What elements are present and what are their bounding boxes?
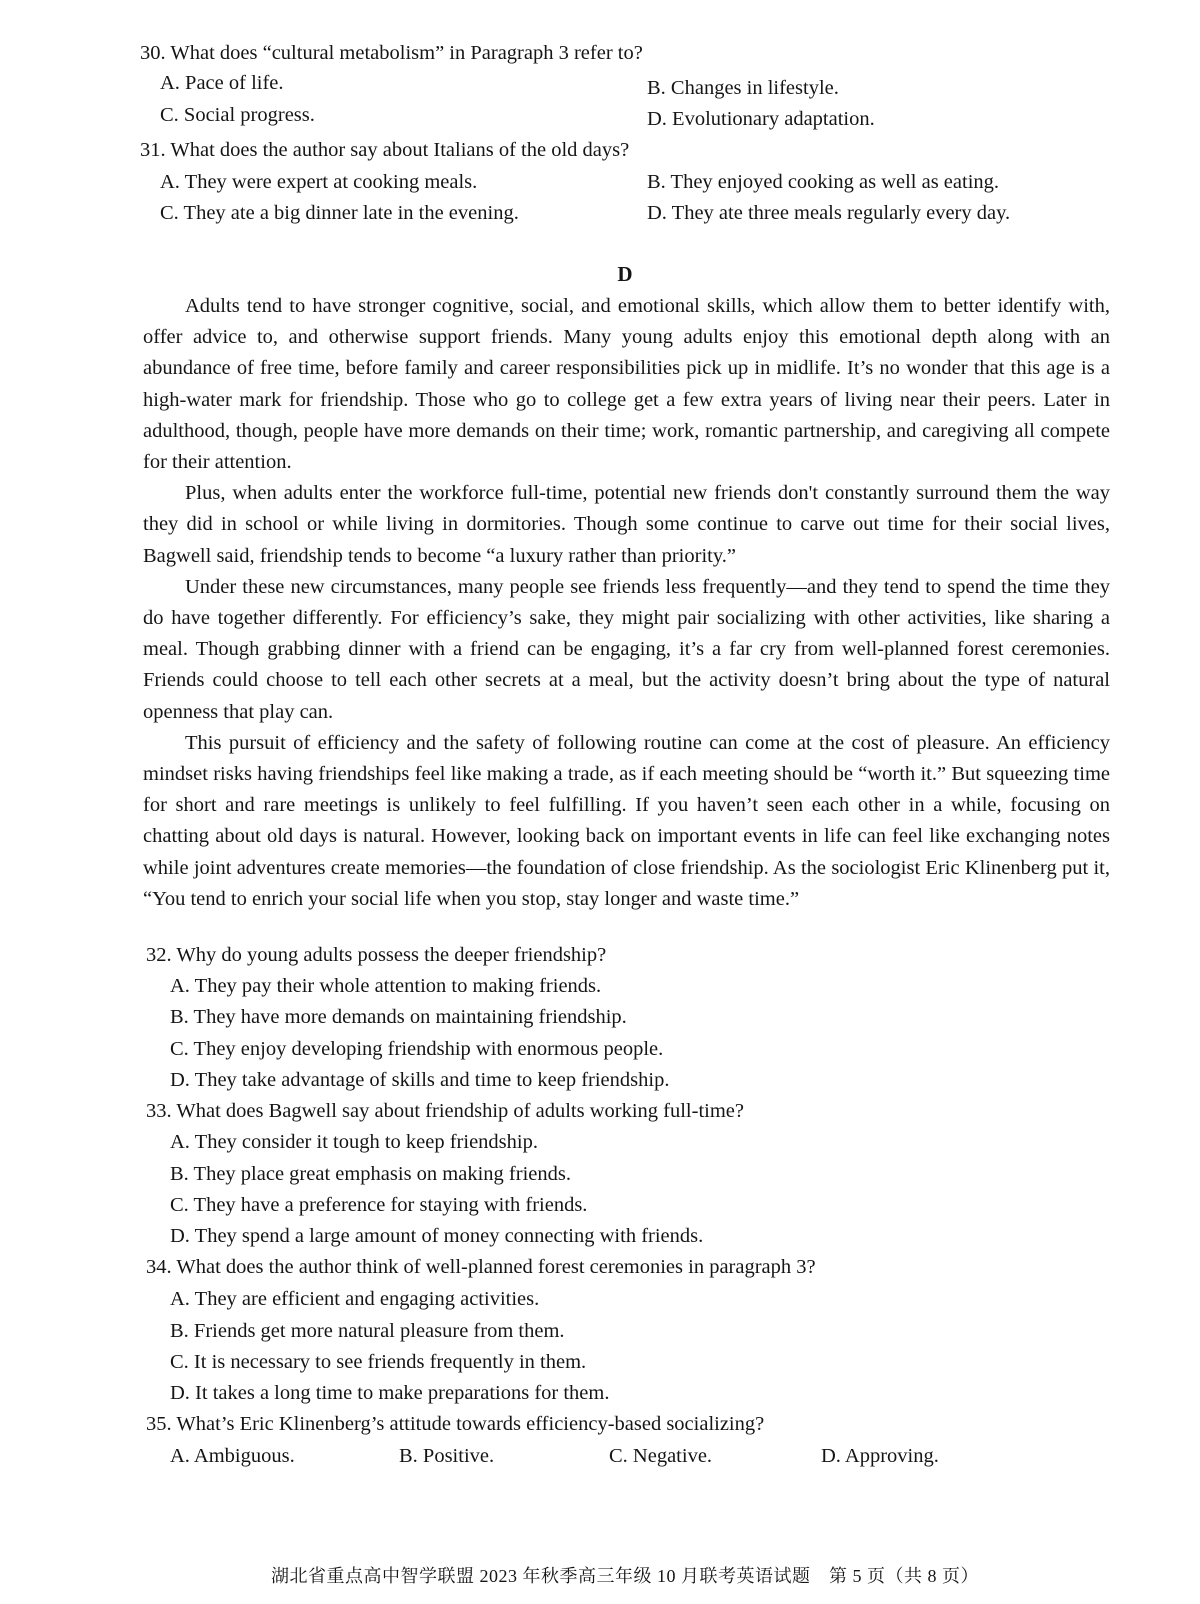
page-footer: 湖北省重点高中智学联盟 2023 年秋季高三年级 10 月联考英语试题 第 5 页（共 8 页） [271,1566,979,1586]
question-32-option-d: D. They take advantage of skills and time to keep friendship. [170,1069,670,1091]
passage-paragraph-4: This pursuit of efficiency and the safety of following routine can come at the cost of pleasure. An efficiency mindset risks having friendships feel like making a trade, as if each meeting should be “worth it.” But squeezing time for short and rare meetings is unlikely to feel fulfilling. If you haven’t seen each other in a while, focusing on chatting about old days is natural. However, looking back on important events in life can feel like exchanging notes while joint adventures create memories—the foundation of close friendship. As the sociologist Eric Klinenberg put it, “You tend to enrich your social life when you stop, stay longer and waste time.” [143,731,1110,910]
question-34-option-b: B. Friends get more natural pleasure from them. [170,1320,565,1342]
question-31-option-c: C. They ate a big dinner late in the evening. [160,202,519,224]
question-35-option-a: A. Ambiguous. [170,1445,295,1467]
question-31-option-d: D. They ate three meals regularly every day. [647,202,1011,224]
question-30-option-c: C. Social progress. [160,104,315,126]
question-33-option-d: D. They spend a large amount of money connecting with friends. [170,1225,704,1247]
question-30-stem: 30. What does “cultural metabolism” in Paragraph 3 refer to? [140,42,643,64]
question-30-option-a: A. Pace of life. [160,72,284,94]
section-title: D [617,262,633,286]
question-33-stem: 33. What does Bagwell say about friendship of adults working full-time? [146,1100,744,1122]
question-32-option-c: C. They enjoy developing friendship with enormous people. [170,1038,664,1060]
question-34-option-c: C. It is necessary to see friends frequently in them. [170,1351,587,1373]
question-34-stem: 34. What does the author think of well-planned forest ceremonies in paragraph 3? [146,1256,816,1278]
reading-passage [143,291,1110,915]
question-33-option-b: B. They place great emphasis on making friends. [170,1163,571,1185]
question-31-option-a: A. They were expert at cooking meals. [160,171,478,193]
question-32-stem: 32. Why do young adults possess the deeper friendship? [146,944,607,966]
question-35-option-d: D. Approving. [821,1445,939,1467]
passage-paragraph-2: Plus, when adults enter the workforce full-time, potential new friends don't constantly surround them the way they did in school or while living in dormitories. Though some continue to carve out time for their social lives, Bagwell said, friendship tends to become “a luxury rather than priority.” [143,482,1110,567]
question-35-option-c: C. Negative. [609,1445,713,1467]
question-34-option-a: A. They are efficient and engaging activities. [170,1288,540,1310]
question-30-option-d: D. Evolutionary adaptation. [647,108,875,130]
question-35-option-b: B. Positive. [399,1445,495,1467]
question-31-option-b: B. They enjoyed cooking as well as eating. [647,171,1000,193]
question-30-option-b: B. Changes in lifestyle. [647,77,839,99]
question-35-stem: 35. What’s Eric Klinenberg’s attitude towards efficiency-based socializing? [146,1413,765,1435]
question-33-option-c: C. They have a preference for staying with friends. [170,1194,588,1216]
question-34-option-d: D. It takes a long time to make preparations for them. [170,1382,610,1404]
passage-paragraph-3: Under these new circumstances, many people see friends less frequently—and they tend to spend the time they do have together differently. For efficiency’s sake, they might pair socializing with other activities, like sharing a meal. Though grabbing dinner with a friend can be engaging, it’s a far cry from well-planned forest ceremonies. Friends could choose to tell each other secrets at a meal, but the activity doesn’t bring about the type of natural openness that play can. [143,575,1110,723]
question-32-option-b: B. They have more demands on maintaining friendship. [170,1006,627,1028]
question-31-stem: 31. What does the author say about Italians of the old days? [140,139,630,161]
question-33-option-a: A. They consider it tough to keep friendship. [170,1131,538,1153]
question-32-option-a: A. They pay their whole attention to making friends. [170,975,602,997]
passage-paragraph-1: Adults tend to have stronger cognitive, social, and emotional skills, which allow them to better identify with, offer advice to, and otherwise support friends. Many young adults enjoy this emotional depth along with an abundance of free time, before family and career responsibilities pick up in midlife. It’s no wonder that this age is a high-water mark for friendship. Those who go to college get a few extra years of living near their peers. Later in adulthood, though, people have more demands on their time; work, romantic partnership, and caregiving all compete for their attention. [143,295,1110,474]
